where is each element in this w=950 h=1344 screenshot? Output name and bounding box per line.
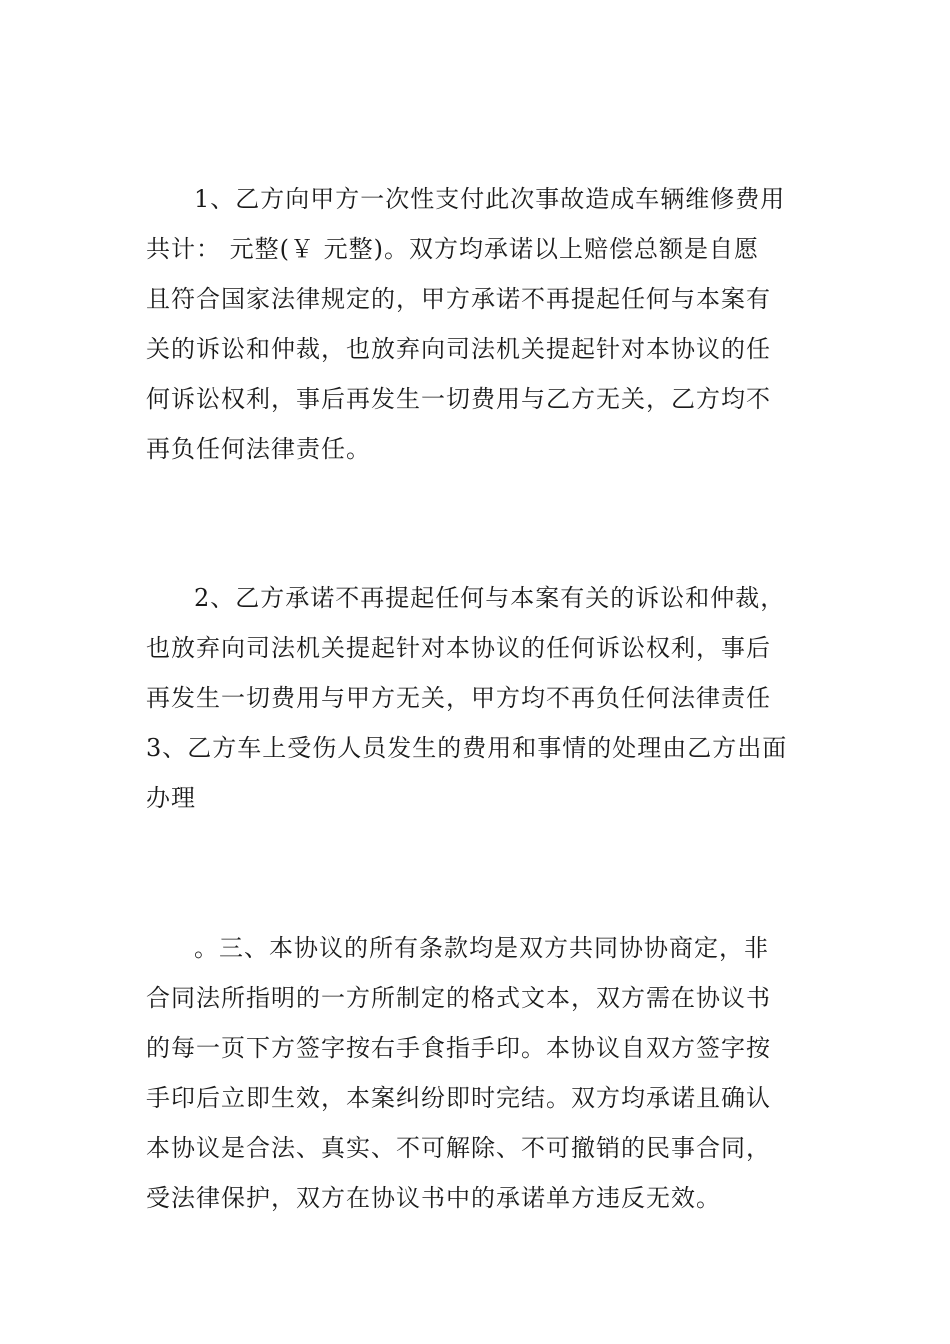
text-line: 3、乙方车上受伤人员发生的费用和事情的处理由乙方出面 [146,734,788,762]
text-line: 何诉讼权利，事后再发生一切费用与乙方无关，乙方均不 [146,385,771,413]
text-line: 本协议是合法、真实、不可解除、不可撤销的民事合同， [146,1134,771,1162]
text-line: 手印后立即生效，本案纠纷即时完结。双方均承诺且确认 [146,1084,771,1112]
text-line: 办理 [146,784,196,812]
text-line: 关的诉讼和仲裁，也放弃向司法机关提起针对本协议的任 [146,335,771,363]
text-line: 再负任何法律责任。 [146,435,371,463]
text-line: 受法律保护，双方在协议书中的承诺单方违反无效。 [146,1184,721,1212]
text-line: 合同法所指明的一方所制定的格式文本，双方需在协议书 [146,984,771,1012]
clause-paragraph-2 [146,573,816,823]
clause-paragraph-3 [146,923,816,1223]
text-line: 也放弃向司法机关提起针对本协议的任何诉讼权利，事后 [146,634,771,662]
text-line: 且符合国家法律规定的，甲方承诺不再提起任何与本案有 [146,285,771,313]
text-line: 的每一页下方签字按右手食指手印。本协议自双方签字按 [146,1034,771,1062]
text-line: 2、乙方承诺不再提起任何与本案有关的诉讼和仲裁， [194,584,786,612]
text-line: 共计： 元整(￥ 元整)。双方均承诺以上赔偿总额是自愿 [146,235,759,263]
clause-paragraph-1 [146,174,816,474]
text-line: 。三、本协议的所有条款均是双方共同协协商定，非 [194,934,769,962]
text-line: 再发生一切费用与甲方无关，甲方均不再负任何法律责任 [146,684,771,712]
text-line: 1、乙方向甲方一次性支付此次事故造成车辆维修费用 [194,185,786,213]
